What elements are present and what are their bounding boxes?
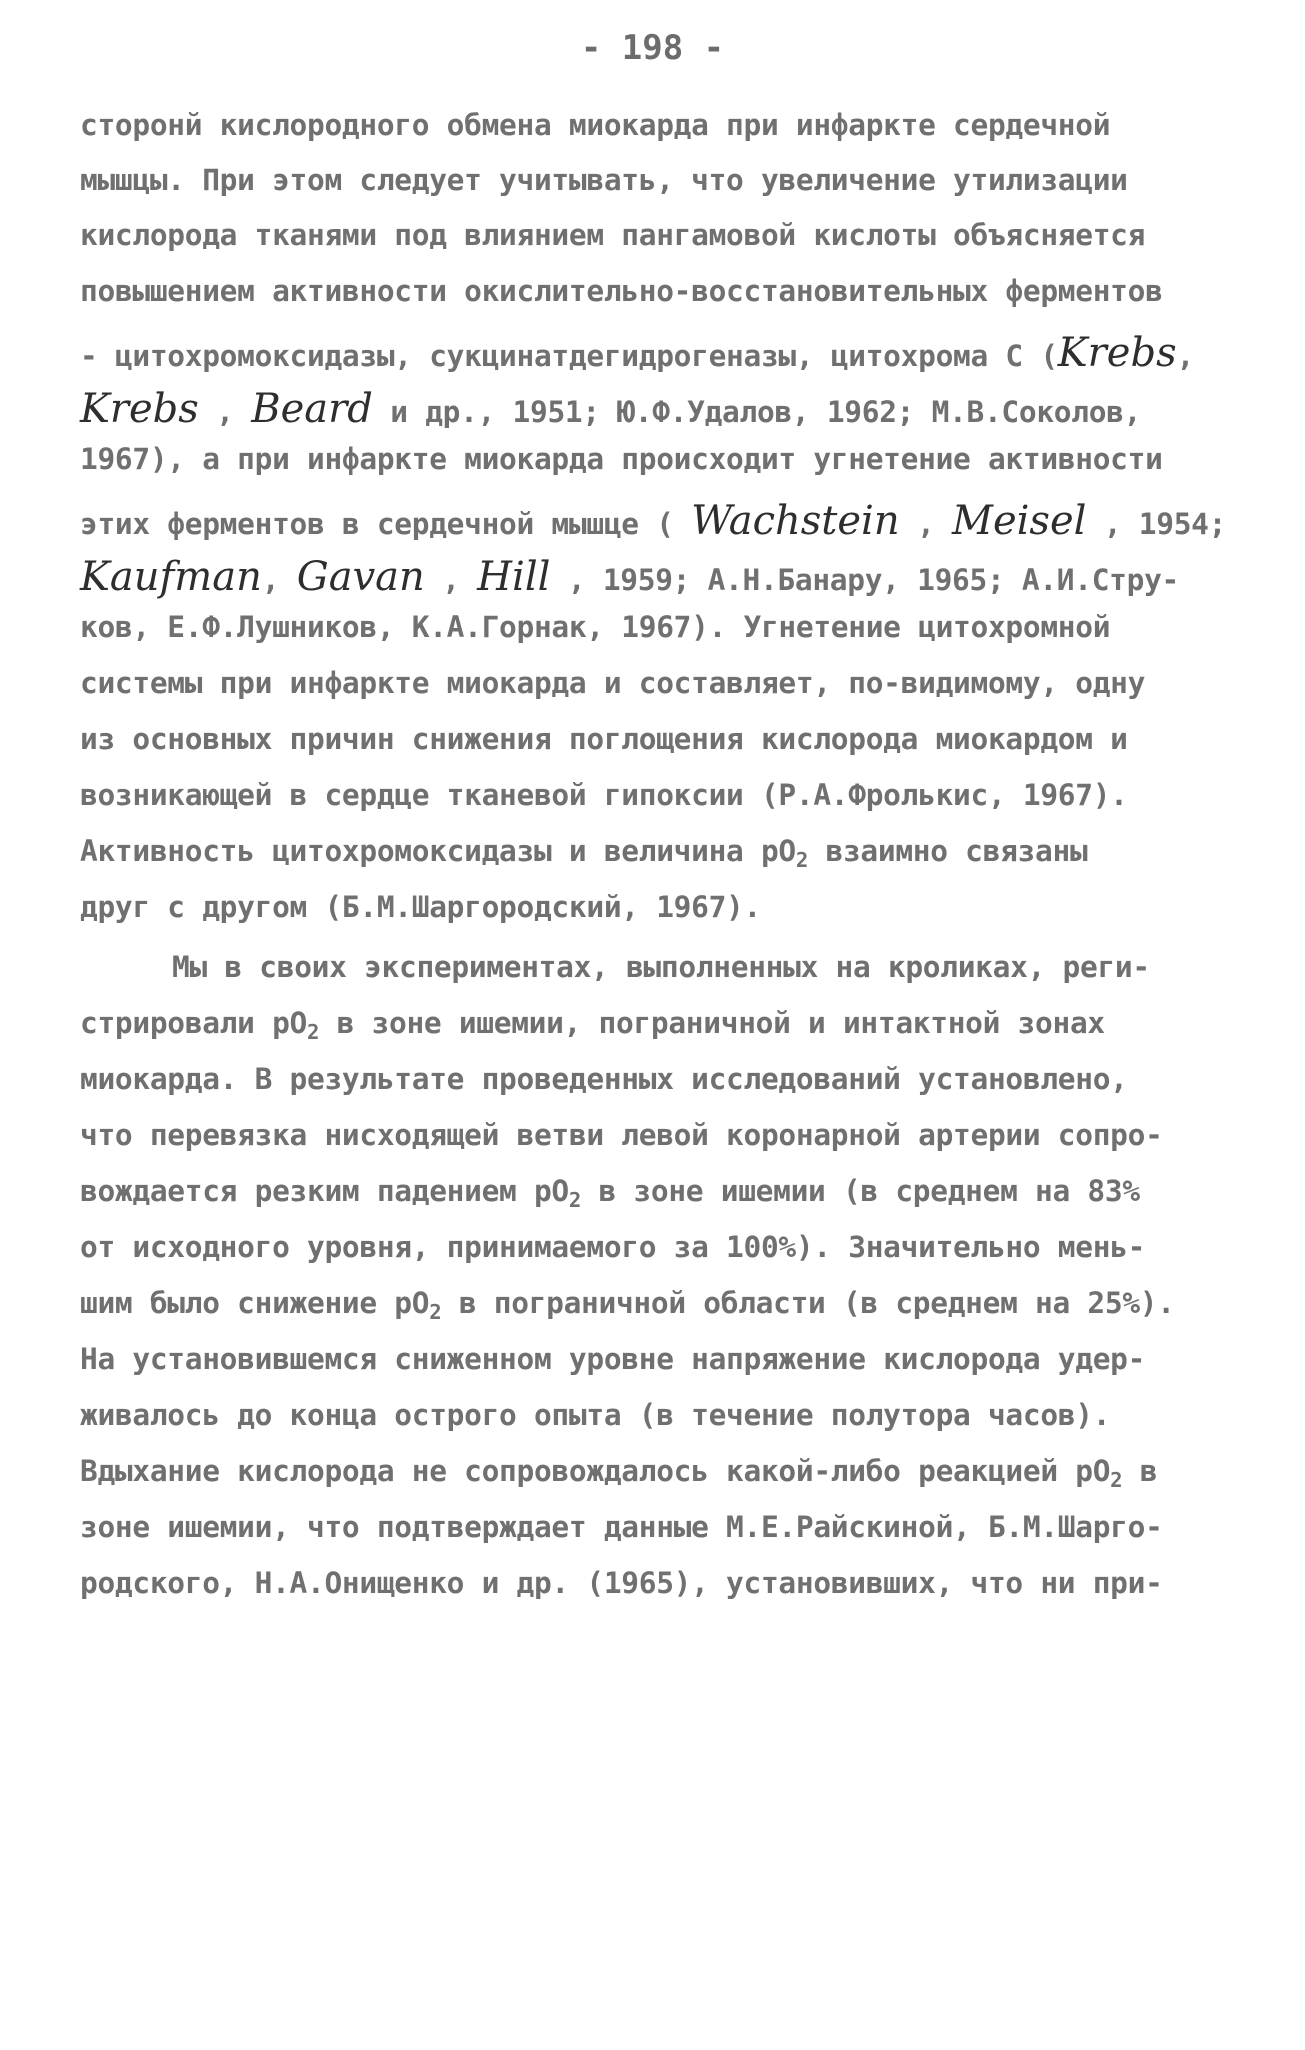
text-line-11 xyxy=(80,666,1145,700)
text-line-17 xyxy=(80,1006,1105,1044)
handwritten-name: Kaufman xyxy=(80,554,262,600)
handwritten-name: Meisel xyxy=(952,498,1087,544)
text-run: кислорода тканями под влиянием пангамовой кислоты объясняется xyxy=(80,218,1146,252)
handwritten-name: Krebs xyxy=(1057,330,1177,376)
handwritten-name: Krebs xyxy=(80,386,199,432)
text-run: - цитохромоксидазы, сукцинатдегидрогеназы, цитохрома С ( xyxy=(80,339,1058,373)
text-run: возникающей в сердце тканевой гипоксии (Р.А.Фролькис, 1967). xyxy=(80,778,1128,812)
text-line-21 xyxy=(80,1230,1145,1264)
subscript: 2 xyxy=(1110,1468,1123,1492)
text-line-3 xyxy=(80,218,1145,252)
text-run: вождается резким падением рО xyxy=(80,1174,569,1208)
text-line-15 xyxy=(80,890,761,924)
subscript: 2 xyxy=(795,848,809,872)
text-run: Активность цитохромоксидазы и величина рО xyxy=(80,834,796,868)
text-run: На установившемся сниженном уровне напряжение кислорода удер- xyxy=(80,1342,1146,1376)
text-line-14 xyxy=(80,834,1088,872)
handwritten-name: Hill xyxy=(477,554,551,600)
text-line-4 xyxy=(80,274,1163,308)
text-line-18 xyxy=(80,1062,1128,1096)
text-run: стрировали рО xyxy=(80,1006,307,1040)
text-run: Вдыхание кислорода не сопровождалось какой-либо реакцией рО xyxy=(80,1454,1111,1488)
subscript: 2 xyxy=(429,1300,442,1324)
text-run: , 1959; А.Н.Банару, 1965; А.И.Стру- xyxy=(550,563,1180,597)
text-line-23 xyxy=(80,1342,1145,1376)
text-run: в xyxy=(1122,1454,1158,1488)
text-run: , xyxy=(261,563,297,597)
handwritten-name: Gavan xyxy=(296,554,425,600)
handwritten-name: Beard xyxy=(251,386,373,432)
text-run: , xyxy=(1176,339,1195,373)
text-line-12 xyxy=(80,722,1128,756)
text-line-19 xyxy=(80,1118,1163,1152)
text-run: в зоне ишемии, пограничной и интактной зонах xyxy=(319,1006,1105,1040)
text-line-5 xyxy=(80,330,1194,376)
text-run: шим было снижение рО xyxy=(80,1286,430,1320)
text-run: друг с другом (Б.М.Шаргородский, 1967). xyxy=(80,890,761,924)
text-run: родского, Н.А.Онищенко и др. (1965), установивших, что ни при- xyxy=(80,1566,1163,1600)
subscript: 2 xyxy=(568,1188,582,1212)
text-line-27 xyxy=(80,1566,1163,1600)
text-run: из основных причин снижения поглощения кислорода миокардом и xyxy=(80,722,1128,756)
text-run: системы при инфаркте миокарда и составляет, по-видимому, одну xyxy=(80,666,1146,700)
text-line-20 xyxy=(80,1174,1140,1212)
text-line-25 xyxy=(80,1454,1158,1492)
text-run: Мы в своих экспериментах, выполненных на кроликах, реги- xyxy=(172,950,1150,984)
text-line-10 xyxy=(80,610,1110,644)
text-run: и др., 1951; Ю.Ф.Удалов, 1962; М.В.Соколов, xyxy=(372,395,1142,429)
text-run: , xyxy=(899,507,952,541)
text-run: миокарда. В результате проведенных исследований установлено, xyxy=(80,1062,1128,1096)
text-run: , 1954; xyxy=(1086,507,1227,541)
text-line-9 xyxy=(80,554,1179,600)
text-run: взаимно связаны xyxy=(808,834,1088,868)
subscript: 2 xyxy=(307,1020,320,1044)
text-run: этих ферментов в сердечной мышце ( xyxy=(80,507,692,541)
text-line-2 xyxy=(80,163,1128,197)
text-run: повышением активности окислительно-восстановительных ферментов xyxy=(80,274,1163,308)
text-line-13 xyxy=(80,778,1128,812)
text-run: в пограничной области (в среднем на 25%). xyxy=(441,1286,1175,1320)
text-run: живалось до конца острого опыта (в течение полутора часов). xyxy=(80,1398,1111,1432)
text-line-8 xyxy=(80,498,1226,544)
text-run: что перевязка нисходящей ветви левой коронарной артерии сопро- xyxy=(80,1118,1163,1152)
handwritten-name: Wachstein xyxy=(691,498,900,544)
text-line-22 xyxy=(80,1286,1175,1324)
text-line-24 xyxy=(80,1398,1110,1432)
text-line-26 xyxy=(80,1510,1163,1544)
text-line-7 xyxy=(80,442,1163,476)
text-run: мышцы. При этом следует учитывать, что увеличение утилизации xyxy=(80,163,1128,197)
text-run: от исходного уровня, принимаемого за 100%). Значительно мень- xyxy=(80,1230,1146,1264)
text-run: ков, Е.Ф.Лушников, К.А.Горнак, 1967). Угнетение цитохромной xyxy=(80,610,1111,644)
text-line-6 xyxy=(80,386,1141,432)
text-run: зоне ишемии, что подтверждает данные М.Е.Райскиной, Б.М.Шарго- xyxy=(80,1510,1163,1544)
text-run: , xyxy=(424,563,478,597)
text-run: , xyxy=(198,395,252,429)
text-line-1 xyxy=(80,108,1110,142)
text-line-16 xyxy=(172,950,1150,984)
text-run: сторонй кислородного обмена миокарда при инфаркте сердечной xyxy=(80,108,1111,142)
page-number: - 198 - xyxy=(580,28,725,68)
text-run: в зоне ишемии (в среднем на 83% xyxy=(581,1174,1140,1208)
text-run: 1967), а при инфаркте миокарда происходит угнетение активности xyxy=(80,442,1163,476)
